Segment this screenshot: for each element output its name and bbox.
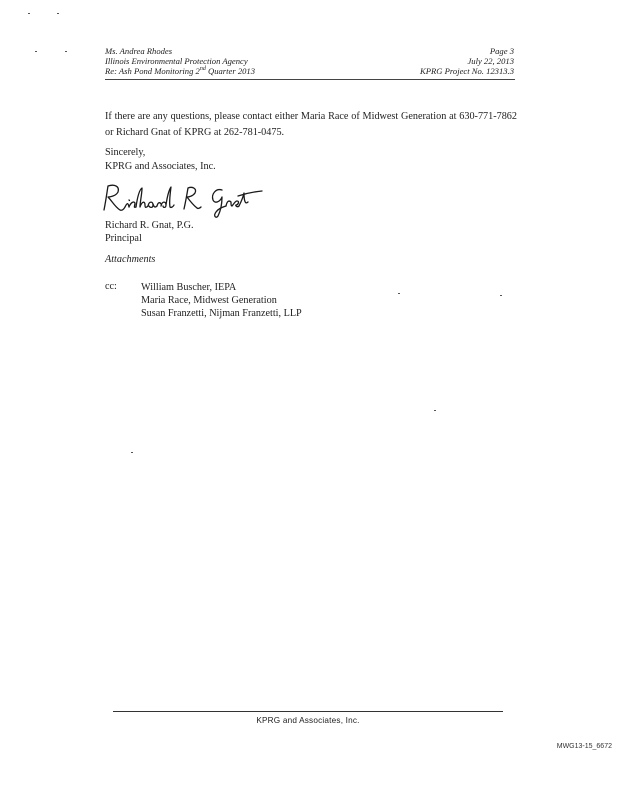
header-page-number: Page 3 (489, 46, 514, 56)
header-project-number: KPRG Project No. 12313.3 (420, 66, 514, 76)
scan-speck (434, 410, 436, 411)
cc-recipient: Maria Race, Midwest Generation (141, 295, 277, 306)
footer-company: KPRG and Associates, Inc. (256, 716, 360, 725)
scan-speck (65, 51, 67, 52)
scan-speck (57, 13, 59, 14)
bates-number: MWG13-15_6672 (556, 743, 612, 750)
closing-company: KPRG and Associates, Inc. (105, 161, 216, 172)
cc-list (141, 281, 302, 320)
scan-speck (500, 295, 502, 296)
attachments-label: Attachments (105, 254, 156, 265)
header-agency: Illinois Environmental Protection Agency (105, 56, 248, 66)
cc-recipient: William Buscher, IEPA (141, 282, 237, 293)
scan-speck (28, 13, 30, 14)
closing-block (105, 146, 216, 174)
header-divider (105, 79, 515, 80)
header-subject-prefix: Re: Ash Pond Monitoring 2 (105, 66, 200, 76)
header-subject-suffix: Quarter 2013 (205, 66, 256, 76)
header-date: July 22, 2013 (467, 56, 514, 66)
signer-block (105, 219, 194, 245)
cc-recipient: Susan Franzetti, Nijman Franzetti, LLP (141, 308, 302, 319)
handwritten-signature (98, 180, 268, 220)
header-subject (105, 66, 255, 76)
body-paragraph: If there are any questions, please contact either Maria Race of Midwest Generation at 630-771-7862 or Richard Gnat of KPRG at 262-781-0475. (105, 111, 517, 138)
scan-speck (35, 51, 37, 52)
closing-salutation: Sincerely, (105, 147, 146, 158)
signer-name: Richard R. Gnat, P.G. (105, 220, 194, 231)
scan-speck (398, 293, 400, 294)
header-right (420, 46, 514, 76)
header-subject-superscript: nd (199, 66, 206, 73)
cc-label: cc: (105, 281, 117, 292)
header-recipient: Ms. Andrea Rhodes (105, 46, 173, 56)
header-left (105, 46, 255, 76)
signer-title: Principal (105, 233, 142, 244)
scan-speck (131, 452, 133, 453)
footer-divider (113, 711, 503, 712)
